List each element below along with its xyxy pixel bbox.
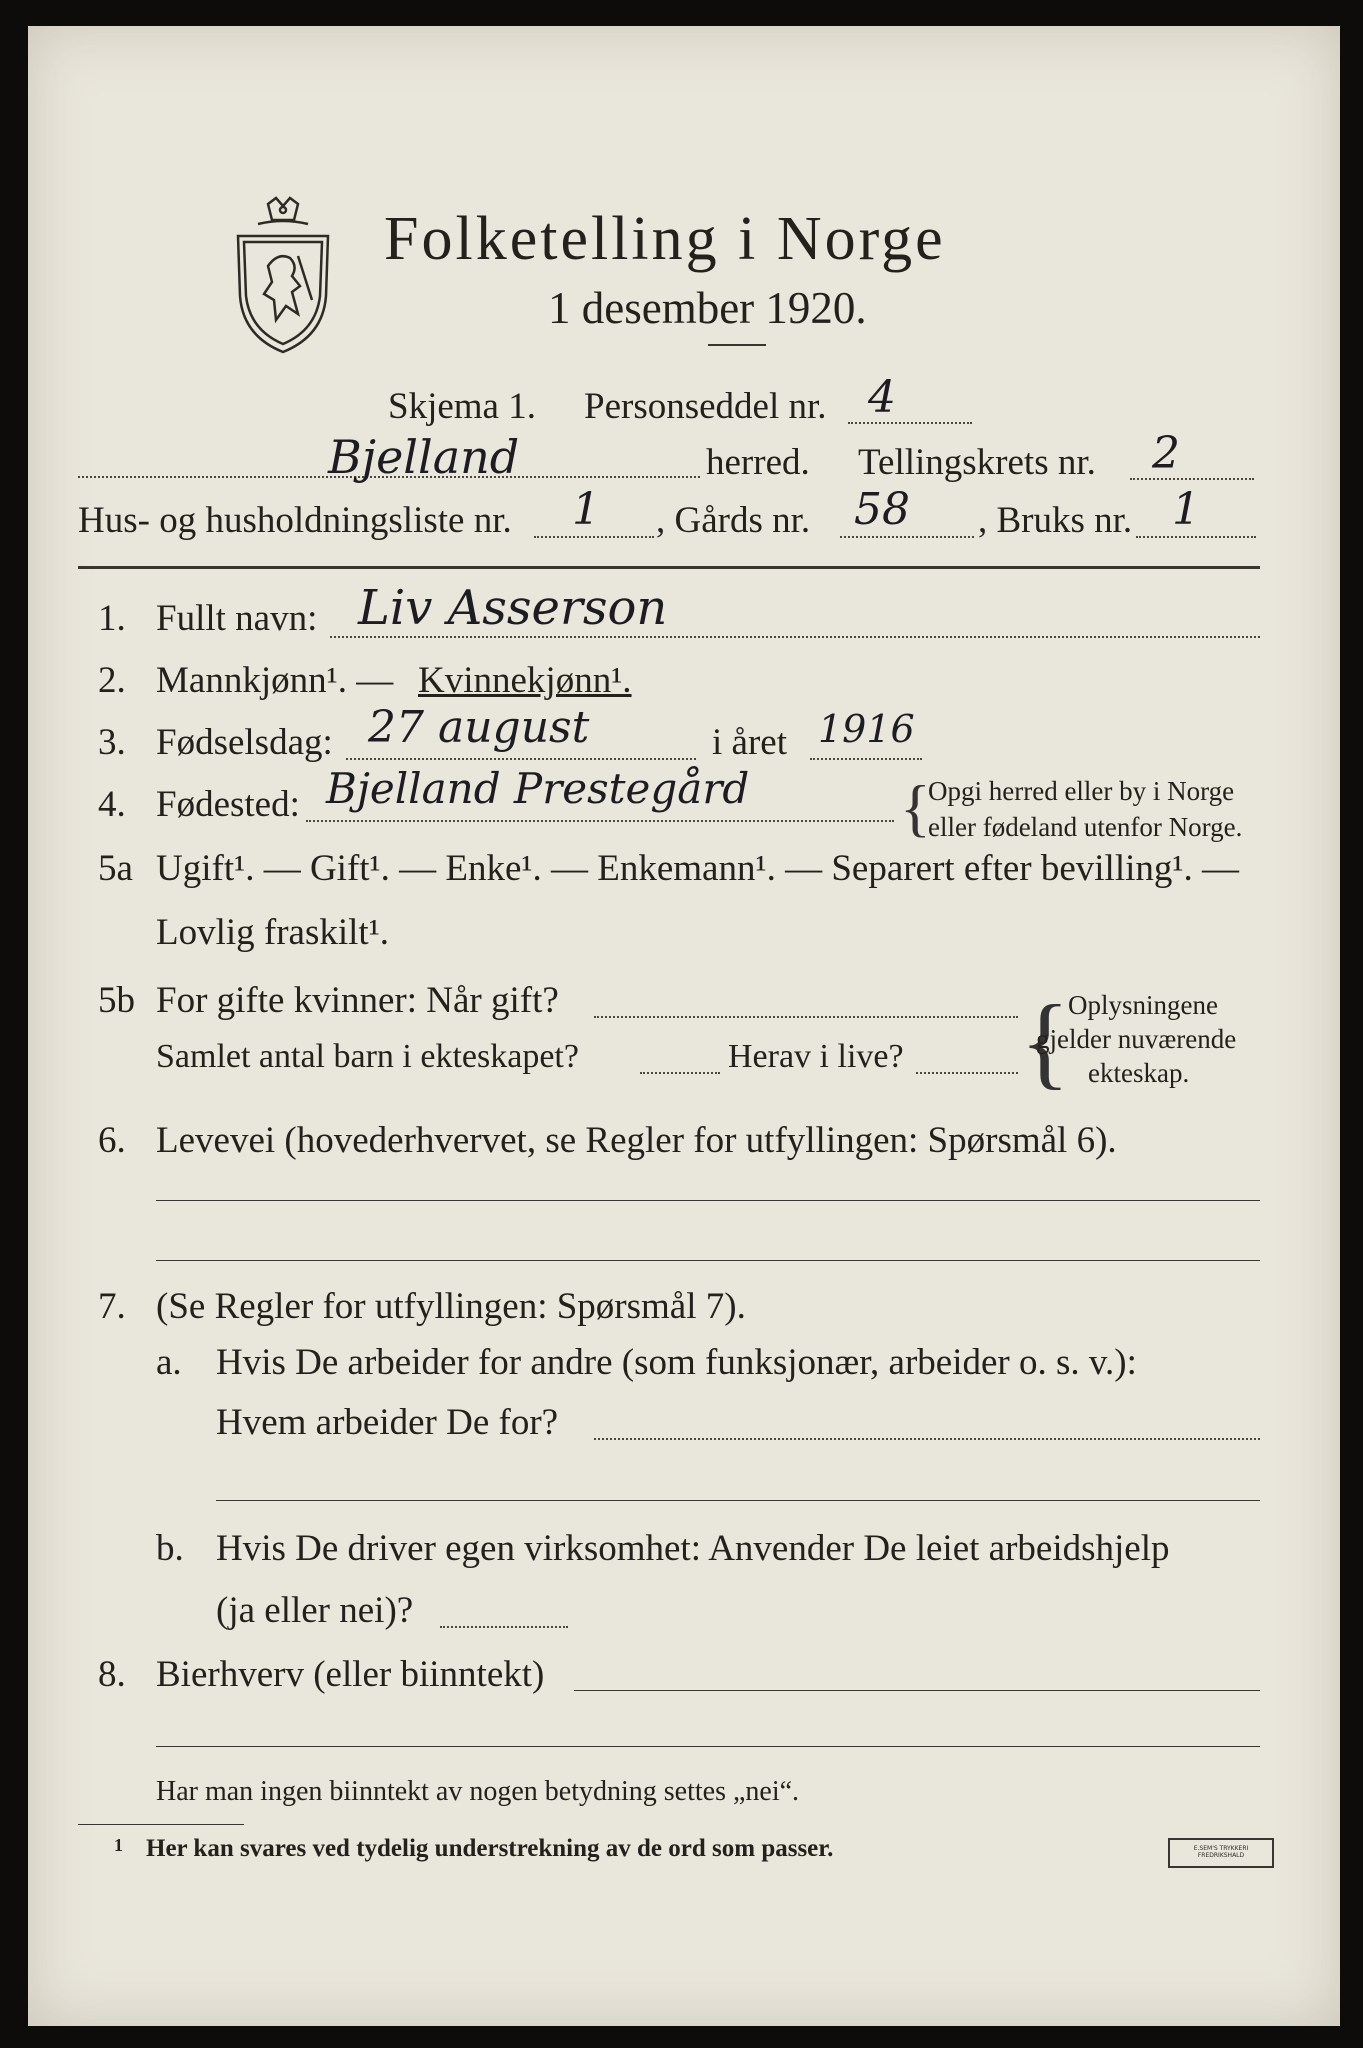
herred-label: herred. [706,442,810,483]
q1-number: 1. [98,598,126,639]
q7b-line2: (ja eller nei)? [216,1590,414,1631]
birthplace-value: Bjelland Prestegård [326,764,750,813]
q6-number: 6. [98,1120,126,1161]
q7-number: 7. [98,1286,126,1327]
birthdate-field[interactable] [346,758,696,760]
q2-male-option[interactable]: Mannkjønn¹. — [156,660,394,701]
q6-text: Levevei (hovederhvervet, se Regler for utfyllingen: Spørsmål 6). [156,1120,1117,1161]
birth-year-value: 1916 [818,707,915,751]
q5a-options-line2[interactable]: Lovlig fraskilt¹. [156,912,390,953]
q5b-brace: { [1020,984,1070,1099]
q7-text: (Se Regler for utfyllingen: Spørsmål 7). [156,1286,746,1327]
footnote-divider [78,1824,244,1825]
children-alive-field[interactable] [916,1072,1018,1074]
q5b-note-line3: ekteskap. [1088,1058,1190,1088]
footer-note: Har man ingen biinntekt av nogen betydning settes „nei“. [156,1776,800,1807]
q7a-line1: Hvis De arbeider for andre (som funksjonær, arbeider o. s. v.): [216,1342,1137,1383]
q5b-married-when-label: For gifte kvinner: Når gift? [156,980,559,1021]
full-name-value: Liv Asserson [358,580,668,636]
birth-year-field[interactable] [810,758,922,760]
q7a-line2: Hvem arbeider De for? [216,1402,559,1443]
bruks-value: 1 [1172,484,1200,535]
census-form-page [28,26,1340,2026]
hus-value: 1 [572,484,600,535]
q2-number: 2. [98,660,126,701]
census-date: 1 desember 1920. [548,283,867,333]
q3-label: Fødselsdag: [156,722,333,763]
personseddel-field[interactable] [848,422,972,424]
q5b-note-line2: gjelder nuværende [1036,1024,1237,1054]
birth-year-label: i året [712,722,787,763]
herred-value: Bjelland [328,430,520,484]
footnote-text: Her kan svares ved tydelig understrekning av de ord som passer. [146,1835,834,1862]
personseddel-label: Personseddel nr. [584,386,827,427]
skjema-label: Skjema 1. [388,386,536,427]
q1-label: Fullt navn: [156,598,318,639]
tellingskrets-value: 2 [1152,428,1180,479]
hus-label: Hus- og husholdningsliste nr. [78,500,512,541]
tellingskrets-field[interactable] [1130,478,1254,480]
q7b-letter: b. [156,1528,184,1569]
q5b-number: 5b [98,980,135,1021]
hus-field[interactable] [534,536,654,538]
full-name-field[interactable] [330,636,1260,638]
birthplace-field[interactable] [306,820,894,822]
occupation-line-1[interactable] [156,1200,1260,1201]
q5b-note-line1: Oplysningene [1068,990,1218,1020]
q5b-children-label: Samlet antal barn i ekteskapet? [156,1038,579,1075]
q4-number: 4. [98,784,126,825]
children-count-field[interactable] [640,1072,720,1074]
q8-number: 8. [98,1654,126,1695]
personseddel-value: 4 [868,372,896,423]
printer-stamp [1168,1838,1274,1868]
header-divider [78,566,1260,569]
q5a-number: 5a [98,848,133,889]
q4-label: Fødested: [156,784,300,825]
q5a-options-line1[interactable]: Ugift¹. — Gift¹. — Enke¹. — Enkemann¹. — Separert efter bevilling¹. — [156,848,1239,889]
employer-field[interactable] [594,1438,1260,1440]
occupation-line-2[interactable] [156,1260,1260,1261]
employer-line-2[interactable] [216,1500,1260,1501]
tellingskrets-label: Tellingskrets nr. [858,442,1096,483]
side-income-field[interactable] [574,1690,1260,1691]
footnote-mark: 1 [114,1835,123,1855]
q4-note-line2: eller fødeland utenfor Norge. [928,812,1243,842]
title-divider [708,344,766,346]
q3-number: 3. [98,722,126,763]
page-title: Folketelling i Norge [384,205,946,273]
gards-field[interactable] [840,536,974,538]
q5b-alive-label: Herav i live? [728,1038,904,1075]
q8-text: Bierhverv (eller biinntekt) [156,1654,545,1695]
q7b-line1: Hvis De driver egen virksomhet: Anvender De leiet arbeidshjelp [216,1528,1170,1569]
bruks-field[interactable] [1136,536,1256,538]
married-when-field[interactable] [594,1016,1018,1018]
norway-coat-of-arms-icon [228,196,338,356]
bruks-label: , Bruks nr. [978,500,1133,541]
hired-help-field[interactable] [440,1626,568,1628]
gards-label: , Gårds nr. [656,500,811,541]
side-income-line-2[interactable] [156,1746,1260,1747]
q4-brace: { [900,772,931,843]
q4-note-line1: Opgi herred eller by i Norge [928,776,1235,806]
q7a-letter: a. [156,1342,182,1383]
printer-stamp-text: E.SEM'S TRYKKERI FREDRIKSHALD [1193,1845,1249,1859]
q2-female-option[interactable]: Kvinnekjønn¹. [418,660,632,701]
birthdate-value: 27 august [368,702,590,753]
gards-value: 58 [854,484,910,535]
